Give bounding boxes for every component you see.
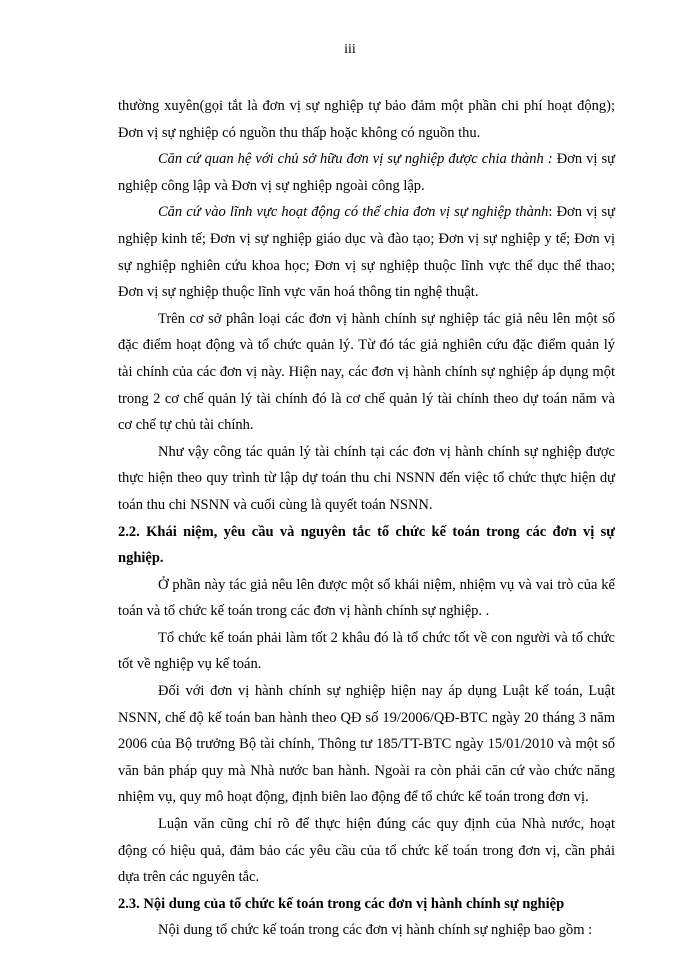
italic-lead: Căn cứ vào lĩnh vực hoạt động có thể chia đơn vị sự nghiệp thành xyxy=(158,204,549,221)
paragraph-text: : Đơn vị sự nghiệp kinh tế; Đơn vị sự nghiệp giáo dục và đào tạo; Đơn vị sự nghiệp y tế; Đơn vị sự nghiệp nghiên cứu khoa học; Đơn vị sự nghiệp thuộc lĩnh vực thể dục thể thao; Đơn vị sự nghiệp thuộc lĩnh vực văn hoá thông tin nghệ thuật. xyxy=(118,204,615,301)
section-heading-2-2: 2.2. Khái niệm, yêu cầu và nguyên tắc tổ chức kế toán trong các đơn vị sự nghiệp. xyxy=(118,523,615,567)
paragraph: Ở phần này tác giả nêu lên được một số khái niệm, nhiệm vụ và vai trò của kế toán và tổ chức kế toán trong các đơn vị hành chính sự nghiệp. . xyxy=(118,576,615,620)
paragraph xyxy=(118,199,615,305)
document-body xyxy=(118,93,615,944)
paragraph: Đối với đơn vị hành chính sự nghiệp hiện nay áp dụng Luật kế toán, Luật NSNN, chế độ kế toán ban hành theo QĐ số 19/2006/QĐ-BTC ngày 20 tháng 3 năm 2006 của Bộ trưởng Bộ tài chính, Thông tư 185/TT-BTC ngày 15/01/2010 và một số văn bản pháp quy mà Nhà nước ban hành. Ngoài ra còn phải căn cứ vào chức năng nhiệm vụ, quy mô hoạt động, định biên lao động để tổ chức kế toán trong đơn vị. xyxy=(118,683,615,806)
italic-lead: Căn cứ quan hệ với chủ sở hữu đơn vị sự nghiệp được chia thành : xyxy=(158,151,553,168)
section-heading-2-3: 2.3. Nội dung của tổ chức kế toán trong các đơn vị hành chính sự nghiệp xyxy=(118,895,565,912)
paragraph: Tổ chức kế toán phải làm tốt 2 khâu đó là tổ chức tốt về con người và tổ chức tốt về nghiệp vụ kế toán. xyxy=(118,629,615,673)
paragraph xyxy=(118,146,615,199)
paragraph: thường xuyên(gọi tắt là đơn vị sự nghiệp tự bảo đảm một phần chi phí hoạt động); Đơn vị sự nghiệp có nguồn thu thấp hoặc không có nguồn thu. xyxy=(118,98,615,141)
paragraph: Trên cơ sở phân loại các đơn vị hành chính sự nghiệp tác giả nêu lên một số đặc điểm hoạt động và tổ chức quản lý. Từ đó tác giả nghiên cứu đặc điểm quản lý tài chính của các đơn vị này. Hiện nay, các đơn vị hành chính sự nghiệp áp dụng một trong 2 cơ chế quản lý tài chính đó là cơ chế quản lý tài chính theo dự toán năm và cơ chế tự chủ tài chính. xyxy=(118,310,615,434)
paragraph: Như vậy công tác quản lý tài chính tại các đơn vị hành chính sự nghiệp được thực hiện theo quy trình từ lập dự toán thu chi NSNN đến việc tổ chức thực hiện dự toán thu chi NSNN và cuối cùng là quyết toán NSNN. xyxy=(118,443,615,513)
paragraph-text: Đơn vị sự nghiệp công lập và Đơn vị sự nghiệp ngoài công lập. xyxy=(118,151,615,194)
paragraph: Nội dung tổ chức kế toán trong các đơn vị hành chính sự nghiệp bao gồm : xyxy=(158,922,593,939)
paragraph: Luận văn cũng chỉ rõ để thực hiện đúng các quy định của Nhà nước, hoạt động có hiệu quả, đảm bảo các yêu cầu của tổ chức kế toán trong đơn vị, cần phải dựa trên các nguyên tắc. xyxy=(118,816,615,886)
page-number: iii xyxy=(344,42,356,57)
